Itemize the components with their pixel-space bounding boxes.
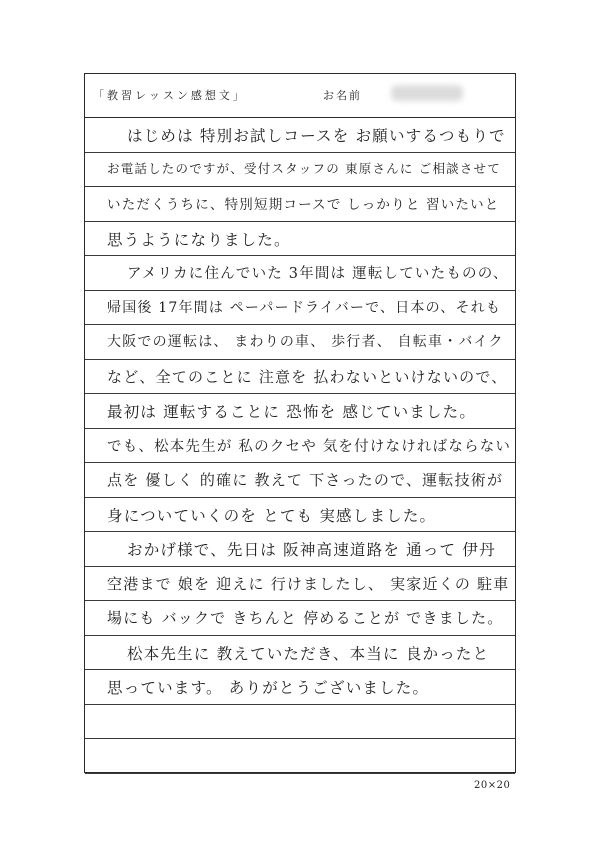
essay-line-text: など、全てのことに 注意を 払わないといけないので、 bbox=[107, 367, 508, 386]
essay-header bbox=[85, 74, 515, 118]
essay-title: 「教習レッスン感想文」 bbox=[93, 89, 247, 102]
essay-line bbox=[85, 670, 515, 705]
essay-line bbox=[85, 705, 515, 740]
essay-line bbox=[85, 118, 515, 153]
essay-line bbox=[85, 567, 515, 602]
essay-line bbox=[85, 429, 515, 464]
name-redacted bbox=[391, 85, 463, 101]
essay-line-text: いただくうちに、特別短期コースで しっかりと 習いたいと bbox=[107, 197, 500, 213]
essay-line bbox=[85, 532, 515, 567]
essay-line bbox=[85, 325, 515, 360]
essay-line bbox=[85, 291, 515, 326]
essay-line-text: おかげ様で、先日は 阪神高速道路を 通って 伊丹 bbox=[127, 541, 496, 559]
grid-size-code: 20×20 bbox=[474, 780, 511, 791]
essay-line-text: 大阪での運転は、 まわりの車、 歩行者、 自転車・バイク bbox=[107, 334, 504, 350]
essay-line-text: アメリカに住んでいた 3年間は 運転していたものの、 bbox=[127, 266, 509, 282]
essay-line bbox=[85, 498, 515, 533]
essay-line-text: お電話したのですが、受付スタッフの 東原さんに ご相談させて bbox=[107, 160, 501, 176]
essay-line bbox=[85, 601, 515, 636]
essay-line bbox=[85, 636, 515, 671]
essay-line-text: 帰国後 17年間は ペーパードライバーで、日本の、それも bbox=[107, 299, 502, 316]
essay-line-text: 思っています。 ありがとうございました。 bbox=[107, 679, 430, 697]
essay-line bbox=[85, 153, 515, 188]
essay-line-text: 思うようになりました。 bbox=[107, 230, 291, 249]
essay-line-text: 身についていくのを とても 実感しました。 bbox=[107, 506, 437, 525]
essay-line-text: 点を 優しく 的確に 教えて 下さったので、運転技術が bbox=[107, 471, 504, 489]
essay-line bbox=[85, 360, 515, 395]
essay-line bbox=[85, 187, 515, 222]
essay-line bbox=[85, 394, 515, 429]
essay-line bbox=[85, 739, 515, 774]
essay-line bbox=[85, 222, 515, 257]
essay-line-text: 最初は 運転することに 恐怖を 感じていました。 bbox=[107, 403, 477, 421]
essay-line-text: でも、松本先生が 私のクセや 気を付けなければならない bbox=[107, 438, 512, 455]
essay-line-text: 空港まで 娘を 迎えに 行けましたし、 実家近くの 駐車 bbox=[107, 574, 510, 593]
essay-line bbox=[85, 463, 515, 498]
name-label: お名前 bbox=[323, 89, 362, 102]
essay-line-text: はじめは 特別お試しコースを お願いするつもりで bbox=[127, 127, 506, 145]
essay-sheet bbox=[84, 73, 516, 773]
essay-line bbox=[85, 256, 515, 291]
essay-line-text: 場にも バックで きちんと 停めることが できました。 bbox=[107, 609, 504, 627]
essay-line-text: 松本先生に 教えていただき、本当に 良かったと bbox=[127, 644, 490, 663]
